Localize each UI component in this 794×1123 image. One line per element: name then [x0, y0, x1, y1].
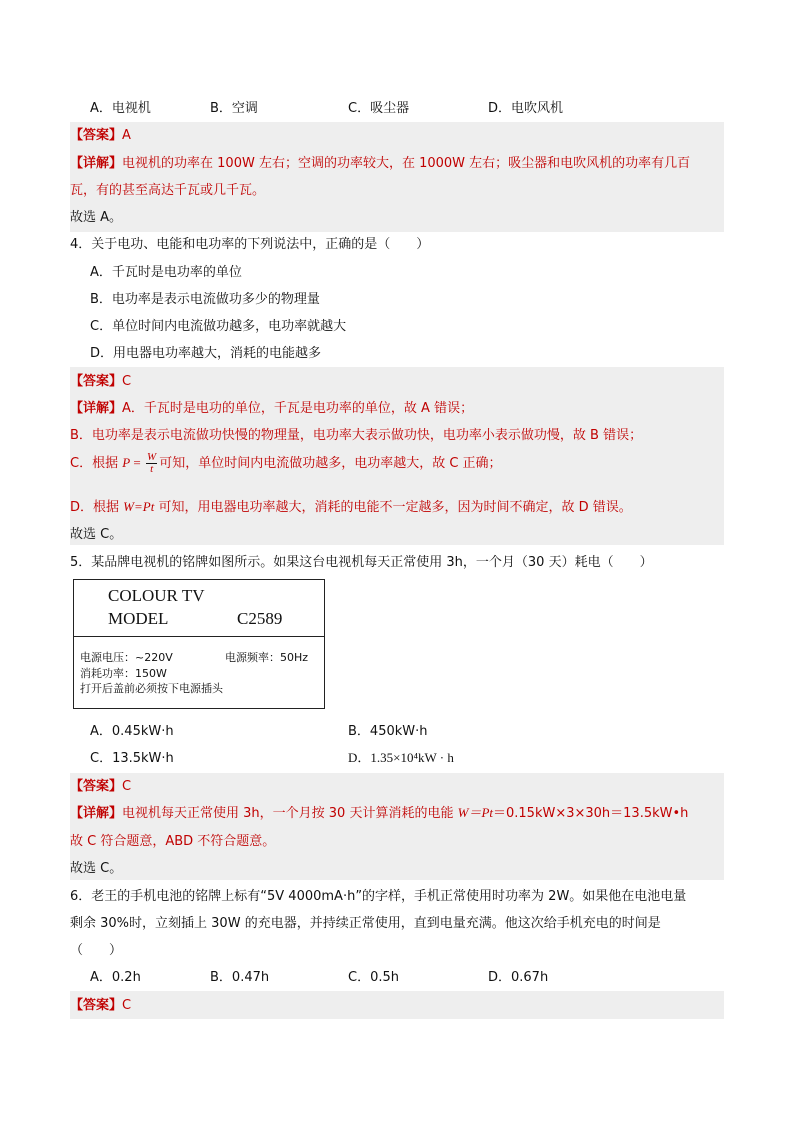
q4-answer-line	[70, 370, 131, 389]
q5-option-d: D．1.35×10⁴kW · h	[348, 750, 454, 765]
formula-equals: =	[130, 455, 145, 470]
nameplate-voltage: 电源电压：~220V	[80, 651, 173, 664]
q5-detail-line-1	[70, 802, 688, 821]
q3-option-c: C．吸尘器	[348, 101, 410, 116]
q4-option-d: D．用电器电功率越大，消耗的电能越多	[90, 346, 322, 361]
detail-d-suffix: 可知，用电器电功率越大，消耗的电能不一定越多，因为时间不确定，故 D 错误。	[154, 500, 632, 515]
formula-fraction	[146, 452, 157, 475]
q3-conclusion: 故选 A。	[70, 210, 123, 225]
detail-tag: 【详解】	[70, 806, 123, 821]
q3-detail-line-2: 瓦，有的甚至高达千瓦或几千瓦。	[70, 183, 266, 198]
q5-option-a: A．0.45kW·h	[90, 724, 174, 739]
nameplate-frequency: 电源频率：50Hz	[225, 651, 309, 664]
q3-option-b: B．空调	[210, 101, 258, 116]
nameplate-power: 消耗功率：150W	[80, 667, 167, 680]
formula-power-symbol: P	[122, 455, 131, 470]
q5-conclusion: 故选 C。	[70, 861, 123, 876]
q3-answer-line	[70, 124, 131, 143]
q3-detail-line-1	[70, 152, 690, 171]
q5-solution-block	[70, 773, 724, 880]
q5-detail-line-2: 故 C 符合题意，ABD 不符合题意。	[70, 834, 276, 849]
q5-option-c: C．13.5kW·h	[90, 751, 174, 766]
fraction-numerator: W	[147, 451, 157, 463]
answer-value: C	[122, 374, 132, 389]
detail-d-prefix: D．根据	[70, 500, 124, 515]
q4-stem: 4．关于电功、电能和电功率的下列说法中，正确的是（ ）	[70, 237, 430, 252]
q5-stem: 5．某品牌电视机的铭牌如图所示。如果这台电视机每天正常使用 3h，一个月（30 天）耗电（ ）	[70, 555, 653, 570]
fraction-denominator: t	[150, 463, 154, 475]
q6-answer-line	[70, 994, 131, 1013]
detail-suffix: ＝0.15kW×3×30h＝13.5kW•h	[493, 806, 689, 821]
detail-formula: W＝Pt	[457, 805, 493, 820]
q6-solution-block	[70, 991, 724, 1019]
q6-option-d: D．0.67h	[488, 970, 549, 985]
answer-tag: 【答案】	[70, 128, 123, 143]
q6-stem-line-3: （ ）	[70, 943, 123, 958]
detail-c-prefix: C．根据	[70, 456, 119, 471]
detail-tag: 【详解】	[70, 156, 123, 171]
answer-tag: 【答案】	[70, 374, 123, 389]
q5-option-b: B．450kW·h	[348, 724, 428, 739]
tv-nameplate-figure	[73, 579, 325, 709]
detail-tag: 【详解】	[70, 401, 123, 416]
q4-option-b: B．电功率是表示电流做功多少的物理量	[90, 292, 320, 307]
q4-detail-d	[70, 496, 632, 515]
answer-value: C	[122, 779, 132, 794]
q3-option-d: D．电吹风机	[488, 101, 564, 116]
answer-tag: 【答案】	[70, 779, 123, 794]
q6-option-b: B．0.47h	[210, 970, 270, 985]
nameplate-model-value: C2589	[237, 609, 283, 628]
q6-option-a: A．0.2h	[90, 970, 141, 985]
detail-c-suffix: 可知，单位时间内电流做功越多，电功率越大，故 C 正确；	[159, 456, 502, 471]
answer-value: C	[122, 998, 132, 1013]
q4-detail-a	[70, 397, 473, 416]
detail-prefix: 电视机每天正常使用 3h，一个月按 30 天计算消耗的电能	[122, 806, 458, 821]
q4-option-a: A．千瓦时是电功率的单位	[90, 265, 242, 280]
q5-answer-line	[70, 775, 131, 794]
nameplate-divider	[74, 636, 324, 637]
nameplate-title: COLOUR TV	[108, 586, 205, 605]
q6-stem-line-1: 6．老王的手机电池的铭牌上标有“5V 4000mA·h”的字样，手机正常使用时功率为 2W。如果他在电池电量	[70, 889, 687, 904]
q6-stem-line-2: 剩余 30%时，立刻插上 30W 的充电器，并持续正常使用，直到电量充满。他这次给手机充电的时间是	[70, 916, 661, 931]
detail-text: A．千瓦时是电功的单位，千瓦是电功率的单位，故 A 错误；	[122, 401, 474, 416]
answer-value: A	[122, 128, 131, 143]
q3-option-a: A．电视机	[90, 101, 151, 116]
q4-detail-b: B．电功率是表示电流做功快慢的物理量，电功率大表示做功快，电功率小表示做功慢，故 B 错误；	[70, 428, 643, 443]
q6-option-c: C．0.5h	[348, 970, 399, 985]
q4-option-c: C．单位时间内电流做功越多，电功率就越大	[90, 319, 347, 334]
q4-conclusion: 故选 C。	[70, 527, 123, 542]
detail-text: 电视机的功率在 100W 左右；空调的功率较大，在 1000W 左右；吸尘器和电吹风机的功率有几百	[122, 156, 691, 171]
q3-solution-block	[70, 122, 724, 232]
nameplate-model-label: MODEL	[108, 609, 169, 628]
q4-detail-c	[70, 452, 502, 475]
nameplate-note: 打开后盖前必须按下电源插头	[80, 682, 223, 695]
answer-tag: 【答案】	[70, 998, 123, 1013]
detail-d-formula: W=Pt	[123, 499, 155, 514]
